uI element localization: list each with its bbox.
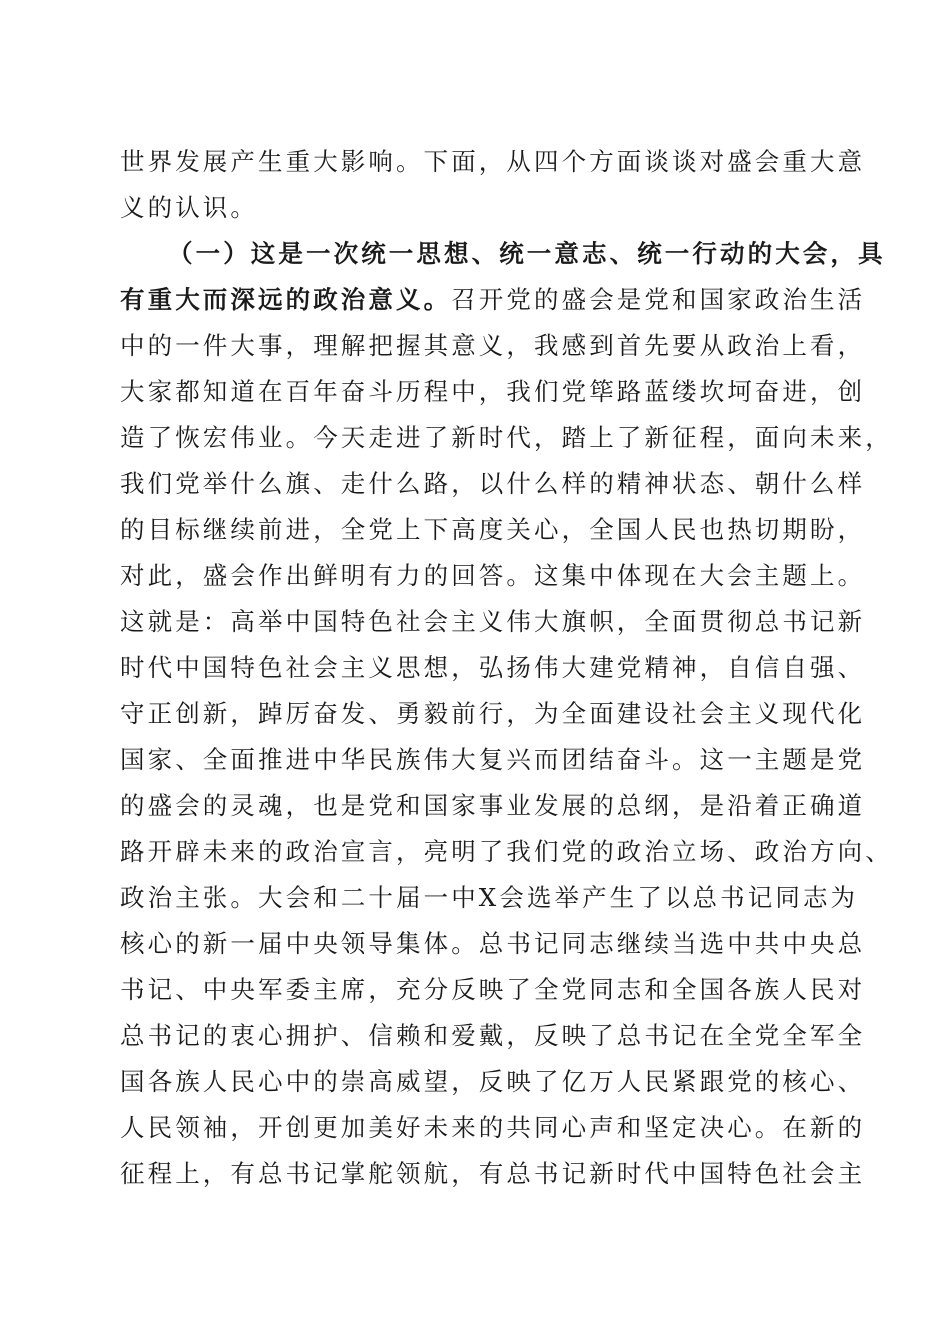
text-line: 的目标继续前进，全党上下高度关心，全国人民也热切期盼， (120, 515, 866, 544)
text-line: 国家、全面推进中华民族伟大复兴而团结奋斗。这一主题是党 (120, 745, 866, 774)
text-line: 书记、中央军委主席，充分反映了全党同志和全国各族人民对 (120, 975, 866, 1004)
text-line: 核心的新一届中央领导集体。总书记同志继续当选中共中央总 (120, 929, 866, 958)
text-line: 人民领袖，开创更加美好未来的共同心声和坚定决心。在新的 (120, 1113, 866, 1142)
text-line: 中的一件大事，理解把握其意义，我感到首先要从政治上看， (120, 331, 866, 360)
text-line: 总书记的衷心拥护、信赖和爱戴，反映了总书记在全党全军全 (120, 1021, 866, 1050)
text-line: 时代中国特色社会主义思想，弘扬伟大建党精神，自信自强、 (120, 653, 866, 682)
section-heading-line: （一）这是一次统一思想、统一意志、统一行动的大会，具 (168, 239, 886, 268)
text-line: 路开辟未来的政治宣言，亮明了我们党的政治立场、政治方向、 (120, 837, 893, 866)
text-line: 对此，盛会作出鲜明有力的回答。这集中体现在大会主题上。 (120, 561, 866, 590)
text-line: 政治主张。大会和二十届一中X会选举产生了以总书记同志为 (120, 883, 859, 912)
section-heading-end: 有重大而深远的政治意义。 (120, 285, 452, 314)
text-line: 守正创新，踔厉奋发、勇毅前行，为全面建设社会主义现代化 (120, 699, 866, 728)
text-line: 这就是：高举中国特色社会主义伟大旗帜，全面贯彻总书记新 (120, 607, 866, 636)
text-line: 大家都知道在百年奋斗历程中，我们党筚路蓝缕坎坷奋进，创 (120, 377, 866, 406)
paragraph-start: 召开党的盛会是党和国家政治生活 (451, 285, 866, 314)
text-line: 国各族人民心中的崇高威望，反映了亿万人民紧跟党的核心、 (120, 1067, 866, 1096)
text-line: 的盛会的灵魂，也是党和国家事业发展的总纲，是沿着正确道 (120, 791, 866, 820)
text-line: 我们党举什么旗、走什么路，以什么样的精神状态、朝什么样 (120, 469, 866, 498)
text-line: 造了恢宏伟业。今天走进了新时代，踏上了新征程，面向未来， (120, 423, 893, 452)
text-line: 义的认识。 (120, 193, 258, 222)
text-line (120, 285, 866, 314)
text-line: 世界发展产生重大影响。下面，从四个方面谈谈对盛会重大意 (120, 147, 866, 176)
text-line: 征程上，有总书记掌舵领航，有总书记新时代中国特色社会主 (120, 1159, 866, 1188)
